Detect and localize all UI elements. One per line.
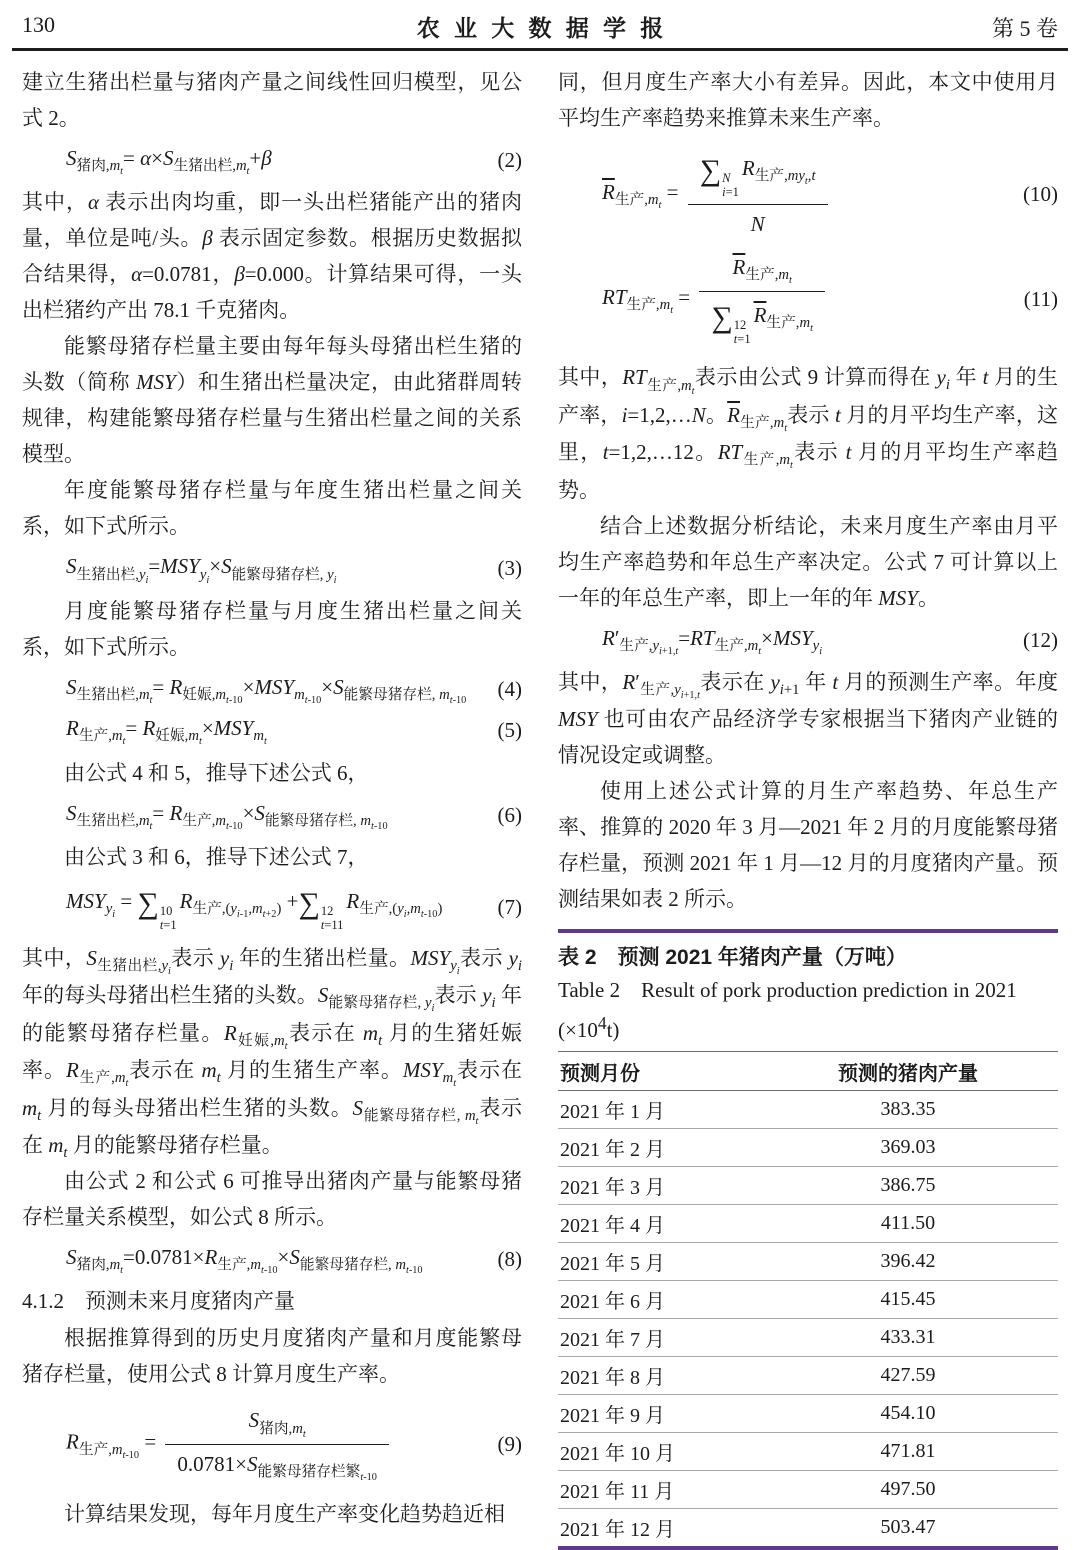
paragraph: 其中，α 表示出肉均重，即一头出栏猪能产出的猪肉量，单位是吨/头。β 表示固定参数。根据历史数据拟合结果得，α=0.0781，β=0.000。计算结果可得，一头出栏猪约产出 78.1 千克猪肉。: [22, 190, 523, 323]
table-row: [558, 1091, 1058, 1129]
value-cell: 471.81: [758, 1433, 1058, 1471]
month-cell: 2021 年 3 月: [558, 1167, 758, 1205]
table-row: [558, 1509, 1058, 1547]
paragraph: 同，但月度生产率大小有差异。因此，本文中使用月平均生产率趋势来推算未来生产率。: [558, 70, 1058, 130]
running-head: [0, 0, 1080, 52]
paragraph: 根据推算得到的历史月度猪肉产量和月度能繁母猪存栏量，使用公式 8 计算月度生产率。: [22, 1326, 522, 1387]
equation-number: (10): [1023, 181, 1058, 206]
value-cell: 497.50: [758, 1471, 1058, 1509]
paragraph: 建立生猪出栏量与猪肉产量之间线性回归模型，见公式 2。: [22, 70, 522, 130]
equation-body: $R_{生产,m_{t-10}}$ = $\frac{S_{猪肉,m_t}}{0.0781\times S_{能繁母猪存栏繁_{t-10}}}$: [66, 1405, 492, 1483]
table-row: [558, 1205, 1058, 1243]
equation: [22, 672, 522, 706]
month-cell: 2021 年 5 月: [558, 1243, 758, 1281]
equation: [558, 149, 1058, 239]
equation-body: $S_{生猪出栏,m_t}= R_{生产,m_{t-10}}\times S_{能繁母猪存栏, m_{t-10}}$: [66, 800, 388, 832]
value-cell: 396.42: [758, 1243, 1058, 1281]
month-cell: 2021 年 7 月: [558, 1319, 758, 1357]
equation-body: $S_{猪肉,m_t}= \alpha\times S_{生猪出栏,m_t}+\beta$: [66, 146, 272, 178]
month-cell: 2021 年 11 月: [558, 1471, 758, 1509]
value-cell: 454.10: [758, 1395, 1058, 1433]
table-title-en: Table 2 Result of pork production prediction in 2021 $(\times 10^4t)$: [558, 978, 1017, 1043]
equation-number: (9): [497, 1432, 522, 1457]
equation-body: $R_{生产,m_t}= R_{妊娠,m_t}\times MSY_{m_t}$: [66, 716, 267, 748]
table-row: [558, 1167, 1058, 1205]
equation-number: (2): [497, 147, 522, 172]
month-cell: 2021 年 2 月: [558, 1129, 758, 1167]
table-row: [558, 1357, 1058, 1395]
equation-body: $MSY_{y_i}$ = ∑ 10 t=1 $R_{生产,(y_{i-1},m_{t+2})}$ +∑ 12 t=11 $R_{生产,(y_i,m_{t-10})}$: [66, 887, 443, 933]
value-cell: 386.75: [758, 1167, 1058, 1205]
month-cell: 2021 年 10 月: [558, 1433, 758, 1471]
paragraph: 由公式 3 和 6，推导下述公式 7，: [64, 845, 369, 870]
left-column: [22, 64, 522, 1532]
equation-body: $S_{猪肉,m_t}=0.0781\times R_{生产,m_{t-10}}\times S_{能繁母猪存栏, m_{t-10}}$: [66, 1244, 423, 1277]
month-cell: 2021 年 1 月: [558, 1091, 758, 1129]
prediction-table-body: [558, 1091, 1058, 1547]
equation-body: $S_{生猪出栏,y_i}=MSY_{y_i}\times S_{能繁母猪存栏, y_i}$: [66, 554, 337, 586]
paragraph: 月度能繁母猪存栏量与月度生猪出栏量之间关系，如下式所示。: [22, 598, 522, 659]
table-row: [558, 1395, 1058, 1433]
value-cell: 503.47: [880, 1516, 936, 1539]
volume-label: 第 5 卷: [991, 16, 1058, 41]
equation-body: $S_{生猪出栏,m_t}= R_{妊娠,m_{t-10}}\times MSY_{m_{t-10}}\times S_{能繁母猪存栏, m_{t-10}}$: [66, 674, 467, 706]
section-heading: 4.1.2 预测未来月度猪肉产量: [22, 1289, 295, 1314]
equation-number: (4): [497, 676, 522, 701]
equation-number: (11): [1023, 287, 1058, 312]
prediction-table: [558, 1051, 1058, 1546]
table-2: [558, 929, 1058, 1550]
equation: [22, 1242, 522, 1276]
column-header-month: 预测月份: [558, 1052, 758, 1091]
paragraph: 计算结果发现，每年月度生产率变化趋势趋近相: [64, 1502, 505, 1527]
table-row: [558, 1243, 1058, 1281]
equation: [22, 798, 522, 832]
equation: [22, 551, 522, 585]
value-cell: 427.59: [758, 1357, 1058, 1395]
table-row: [558, 1129, 1058, 1167]
equation-number: (12): [1023, 627, 1058, 652]
month-cell: 2021 年 12 月: [560, 1519, 675, 1542]
equation-number: (5): [497, 718, 522, 743]
value-cell: 415.45: [758, 1281, 1058, 1319]
month-cell: 2021 年 8 月: [558, 1357, 758, 1395]
paragraph: 使用上述公式计算的月生产率趋势、年总生产率、推算的 2020 年 3 月—2021 年 2 月的月度能繁母猪存栏量，预测 2021 年 1 月—12 月的月度猪肉产量。预测结果如表 2 所示。: [558, 779, 1058, 912]
column-header-value: 预测的猪肉产量: [758, 1052, 1058, 1091]
equation-body: $\overline{R}_{生产,m_t}$ = ∑ N i=1 $R_{生产,my_t,t}$ N: [602, 149, 1017, 239]
table-row: [558, 1319, 1058, 1357]
equation: [22, 143, 522, 177]
table-title-zh: 表 2 预测 2021 年猪肉产量（万吨）: [558, 946, 907, 970]
paragraph: 其中，$S_{生猪出栏,y_i}$表示 $y_i$ 年的生猪出栏量。$MSY_{y_i}$表示 $y_i$ 年的每头母猪出栏生猪的头数。$S_{能繁母猪存栏, y_i}$表示 $y_i$ 年的能繁母猪存栏量。$R_{妊娠,m_t}$表示在 $m_t$ 月的生猪妊娠率。$R_{生产,m_t}$表示在 $m_t$ 月的生猪生产率。$MSY_{m_t}$表示在 $m_t$ 月的每头母猪出栏生猪的头数。$S_{能繁母猪存栏, m_t}$表示在 $m_t$ 月的能繁母猪存栏量。: [22, 945, 523, 1162]
equation: [22, 713, 522, 747]
equation: [558, 252, 1058, 346]
value-cell: 433.31: [758, 1319, 1058, 1357]
paragraph: 年度能繁母猪存栏量与年度生猪出栏量之间关系，如下式所示。: [22, 478, 522, 539]
equation: [558, 623, 1058, 657]
table-row: [558, 1433, 1058, 1471]
equation-number: (8): [497, 1246, 522, 1271]
value-cell: 369.03: [758, 1129, 1058, 1167]
equation-body: $R'_{生产,y_{i+1,t}}=RT_{生产,m_t}\times MSY_{y_i}$: [602, 625, 823, 657]
paragraph: 其中，$RT_{生产,m_t}$表示由公式 9 计算而得在 $y_i$ 年 t 月的生产率，i=1,2,…N。$\overline{R}_{生产,m_t}$表示 t 月的月平均生产率，这里，t=1,2,…12。$RT_{生产,m_t}$表示 t 月的月平均生产率趋势。: [558, 365, 1059, 502]
equation: [22, 1405, 522, 1483]
equation: [22, 882, 522, 933]
month-cell: 2021 年 4 月: [558, 1205, 758, 1243]
value-cell: 383.35: [758, 1091, 1058, 1129]
month-cell: 2021 年 9 月: [558, 1395, 758, 1433]
paragraph: 由公式 2 和公式 6 可推导出猪肉产量与能繁母猪存栏量关系模型，如公式 8 所示。: [22, 1168, 522, 1229]
right-column: [558, 64, 1058, 1550]
equation-body: $RT_{生产,m_t}$ = $\overline{R}_{生产,m_t}$ ∑ 12 t=1 $\overline{R}_{生产,m_t}$: [602, 252, 1018, 346]
page-number: 130: [22, 12, 55, 37]
table-header-row: [558, 1052, 1058, 1091]
paragraph: 由公式 4 和 5，推导下述公式 6，: [64, 760, 369, 785]
equation-number: (7): [497, 895, 522, 920]
paragraph: 其中，$R'_{生产,y_{i+1,t}}$表示在 $y_{i+1}$ 年 t 月的预测生产率。年度 MSY 也可由农产品经济学专家根据当下猪肉产业链的情况设定或调整。: [558, 670, 1059, 768]
journal-title: 农业大数据学报: [416, 15, 678, 41]
header-rule: [12, 48, 1068, 51]
value-cell: 411.50: [758, 1205, 1058, 1243]
paragraph: 能繁母猪存栏量主要由每年每头母猪出栏生猪的头数（简称 MSY）和生猪出栏量决定，由此猪群周转规律，构建能繁母猪存栏量与生猪出栏量之间的关系模型。: [22, 334, 523, 467]
table-row: [558, 1471, 1058, 1509]
month-cell: 2021 年 6 月: [558, 1281, 758, 1319]
table-row: [558, 1281, 1058, 1319]
equation-number: (3): [497, 556, 522, 581]
paragraph: 结合上述数据分析结论，未来月度生产率由月平均生产率趋势和年总生产率决定。公式 7 可计算以上一年的年总生产率，即上一年的年 MSY。: [558, 513, 1058, 610]
equation-number: (6): [497, 802, 522, 827]
right-column-blocks: [558, 64, 1058, 917]
